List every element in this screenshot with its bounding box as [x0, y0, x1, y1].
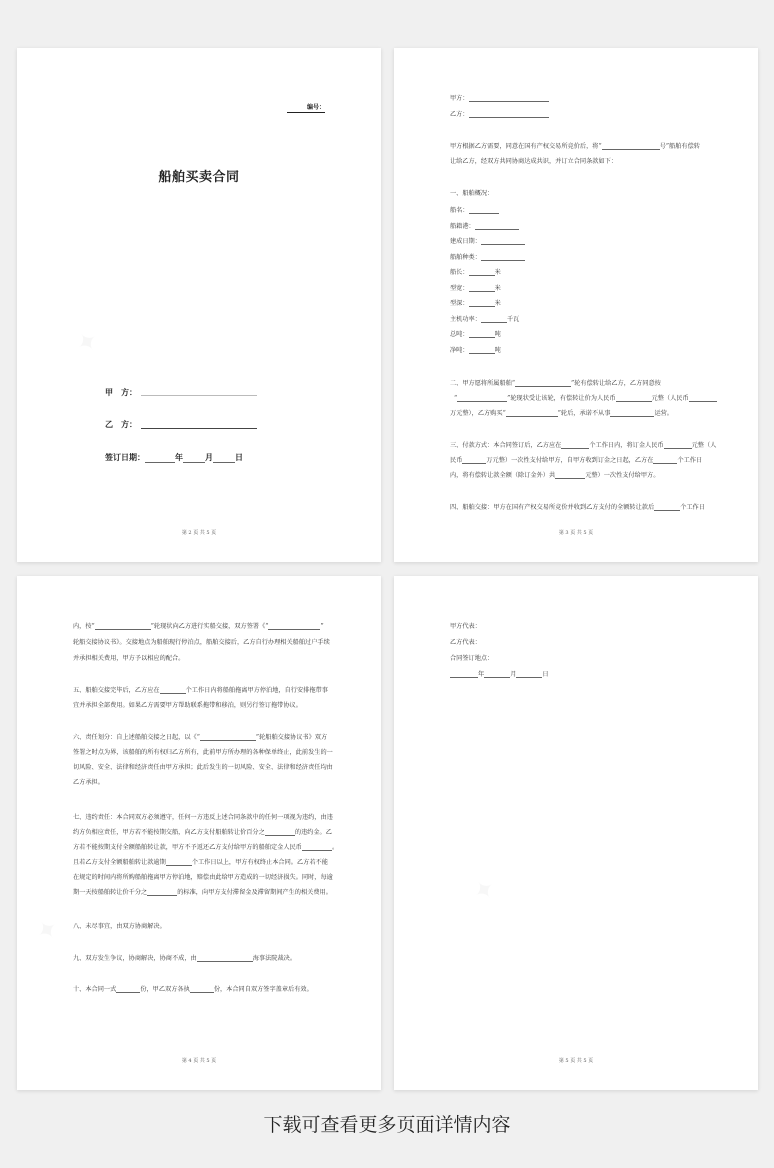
section-5-line-2: 宜并承担全部费用。如果乙方需要甲方帮助联系拖带和移泊，则另行签订拖带协议。: [73, 702, 302, 709]
section-3-line-2: [450, 455, 702, 464]
section-text: 六、责任划分：自上述船舶交接之日起，以《“: [73, 734, 200, 741]
section-text: 期一天按船舶转让价千分之: [73, 889, 148, 896]
vessel-field-blank: [469, 270, 495, 276]
section-text: 的标准，向甲方支付滞留金及滞留期间产生的相关费用。: [177, 889, 332, 896]
vessel-field-unit: 米: [494, 269, 501, 276]
party-b-rep: 乙方代表：: [450, 639, 481, 646]
year-label: 年: [478, 671, 485, 678]
party-a-rep: 甲方代表：: [450, 623, 481, 630]
section-text: ”轮现状受让该轮，有偿转让价为人民币: [507, 395, 616, 402]
section-6-line-1: [73, 732, 327, 741]
party-b-row: [450, 109, 549, 118]
section-text: 元整（人: [691, 442, 717, 449]
intro-line-1: [450, 141, 700, 150]
section-3-line-1: [450, 440, 716, 449]
section-text: 元整（人民币: [651, 395, 689, 402]
vessel-field-label: 船舶种类：: [450, 253, 481, 261]
price-blank: [689, 396, 717, 402]
section-text: 约方负相应责任，甲方若不能按期交船，向乙方支付船舶转让价百分之: [73, 829, 265, 836]
section-text: ”轮船舶交接协议书》双方: [255, 734, 328, 741]
section-text: 万元整），乙方购买“: [450, 410, 506, 417]
section-text: 二、甲方愿将所属船舶“: [450, 380, 516, 387]
watermark: [467, 872, 502, 909]
section-text: 个工作日: [677, 457, 703, 464]
vessel-field-blank: [469, 348, 495, 354]
vessel-field-label: 总吨：: [450, 331, 469, 338]
contract-number-label: 编号：: [306, 104, 325, 111]
vessel-field-label: 型深：: [450, 300, 469, 307]
section-text: 海事法院裁决。: [252, 955, 297, 962]
section-2-line-3: [450, 408, 673, 417]
contract-number-blank: [287, 112, 325, 113]
vessel-field-row: [450, 221, 519, 230]
operation-blank: [610, 411, 654, 417]
amount-blank: [555, 473, 585, 479]
year-label: 年: [175, 452, 183, 462]
vessel-name-blank: [95, 624, 151, 630]
vessel-field-label: 型宽：: [450, 284, 469, 292]
days-blank: [561, 443, 589, 449]
vessel-field-label: 主机功率：: [450, 315, 481, 323]
section-7-line-5: 在规定的时间内将所购船舶拖离甲方停泊地，赔偿由此给甲方造成的一切经济损失。同时，每逾: [73, 874, 333, 881]
party-a-label: 甲 方：: [105, 387, 137, 397]
month-label: 月: [510, 671, 517, 678]
vessel-name-blank: [515, 381, 571, 387]
section-text: 民币: [450, 457, 463, 464]
party-b-blank: [141, 428, 257, 429]
vessel-field-blank: [469, 332, 495, 338]
deposit-blank: [462, 458, 486, 464]
vessel-field-blank: [481, 255, 525, 261]
party-b-label: 乙 方：: [105, 419, 137, 429]
party-a-label: 甲方：: [450, 95, 469, 102]
vessel-field-label: 净吨：: [450, 346, 469, 354]
para-1-line-1: [73, 621, 324, 630]
section-7-line-3: [73, 842, 338, 851]
section-4-line-1: [450, 502, 705, 511]
vessel-name-blank: [457, 396, 507, 402]
price-blank: [616, 396, 652, 402]
section-text: 份，本合同自双方签字盖章后有效。: [213, 986, 313, 993]
para-1-line-3: 并承担相关费用，甲方予以相应的配合。: [73, 655, 185, 662]
section-text: 运营。: [654, 410, 673, 417]
section-text: 个工作日以上，甲方有权终止本合同。乙方若不能: [191, 859, 328, 866]
vessel-field-blank: [481, 239, 525, 245]
sign-date-label: 签订日期：: [105, 452, 145, 462]
vessel-field-blank: [475, 224, 519, 230]
month-label: 月: [205, 452, 213, 462]
intro-text: 甲方根据乙方需要，同意在国有产权交易所竞价后，将“: [450, 143, 602, 150]
contract-page-3: [17, 576, 381, 1090]
day-label: 日: [542, 671, 549, 678]
section-text: 九、双方发生争议，协商解决，协商不成，由: [73, 955, 197, 962]
section-text: 内，将有偿转让款全额（除订金外）共: [450, 472, 556, 479]
vessel-field-unit: 吨: [494, 331, 501, 338]
copies-blank: [116, 987, 140, 993]
intro-text: 号”船舶有偿转: [659, 143, 700, 150]
section-text: 四、船舶交接：甲方在国有产权交易所竞价并收到乙方支付的全额转让款后: [450, 504, 655, 511]
section-text: 且若乙方支付全额船舶转让款逾期: [73, 859, 166, 866]
days-blank: [654, 505, 680, 511]
vessel-field-label: 建成日期：: [450, 238, 481, 245]
vessel-field-row: [450, 252, 525, 261]
contract-title: 船舶买卖合同: [158, 170, 240, 185]
para-1-line-2: 轮船交接协议书》。交接地点为船舶现行停泊点，船舶交接后，乙方自行办理相关船舶过户手续: [73, 639, 330, 646]
section-text: 方若不能按期支付全额船舶转让款，甲方不予返还乙方支付给甲方的船舶定金人民币: [73, 844, 302, 851]
section-text: 五、船舶交接完毕后，乙方应在: [73, 687, 160, 694]
vessel-field-label: 船名：: [450, 207, 469, 214]
deposit-blank: [664, 443, 692, 449]
party-b-blank: [469, 112, 549, 118]
day-blank: [213, 457, 235, 463]
section-text: 个工作日: [680, 504, 705, 511]
intro-line-2: 让给乙方，经双方共同协商达成共识，并订立合同条款如下：: [450, 158, 618, 165]
days-blank: [160, 688, 186, 694]
day-blank: [516, 672, 542, 678]
section-text: ”轮现状向乙方进行实船交接，双方签署《“: [150, 623, 269, 630]
percent-blank: [265, 830, 295, 836]
vessel-field-unit: 吨: [494, 346, 501, 354]
section-2-line-2: [454, 393, 717, 402]
page-footer: 第 5 页 共 5 页: [558, 1058, 594, 1064]
section-7-line-1: 七、违约责任：本合同双方必须遵守，任何一方违反上述合同条款中的任何一项视为违约，由违: [73, 814, 333, 821]
court-blank: [197, 956, 253, 962]
page-footer: 第 2 页 共 5 页: [181, 530, 217, 536]
section-text: 万元整）一次性支付给甲方，自甲方收到订金之日起，乙方在: [486, 457, 654, 464]
section-6-line-3: 切风险、安全、法律和经济责任由甲方承担；此后发生的一切风险、安全、法律和经济责任均由: [73, 764, 333, 771]
vessel-field-blank: [469, 208, 499, 214]
vessel-field-row: [450, 205, 499, 214]
day-label: 日: [235, 452, 243, 462]
days-blank: [166, 860, 192, 866]
section-text: ”轮有偿转让给乙方，乙方同意按: [571, 380, 661, 387]
section-text: 内，按“: [73, 623, 95, 630]
vessel-field-row: [450, 283, 501, 292]
page-footer: 第 3 页 共 5 页: [558, 530, 594, 536]
contract-page-2: [394, 48, 758, 562]
download-caption: 下载可查看更多页面详情内容: [263, 1114, 511, 1136]
vessel-field-row: [450, 345, 501, 354]
section-10: [73, 984, 313, 993]
amount-blank: [302, 845, 332, 851]
section-6-line-2: 签署之时点为界，该船舶的所有权归乙方所有，此前甲方所办理的各种保单终止，此前发生的一: [73, 749, 333, 756]
section-1-title: 一、船舶概况：: [450, 190, 494, 197]
section-7-line-6: [73, 887, 332, 896]
section-text: 十、本合同一式: [73, 986, 117, 993]
days-blank: [653, 458, 677, 464]
section-text: 元整）一次性支付给甲方。: [585, 472, 660, 479]
sign-date-row: [450, 669, 549, 678]
vessel-field-blank: [469, 301, 495, 307]
page-footer: 第 4 页 共 5 页: [181, 1058, 217, 1064]
sign-date-row: [105, 452, 243, 463]
contract-page-4: [394, 576, 758, 1090]
vessel-field-blank: [469, 286, 495, 292]
vessel-field-unit: 米: [494, 284, 501, 292]
section-text: 个工作日内将船舶拖离甲方停泊地，自行安排拖带事: [185, 687, 328, 694]
vessel-name-blank: [506, 411, 558, 417]
party-a-blank: [469, 96, 549, 102]
section-2-line-1: [450, 378, 661, 387]
vessel-field-blank: [481, 317, 507, 323]
vessel-field-row: [450, 236, 525, 245]
section-text: 份，甲乙双方各执: [140, 986, 190, 993]
party-a-blank: [141, 395, 257, 396]
vessel-field-label: 船长：: [450, 269, 469, 276]
vessel-name-blank: [268, 624, 320, 630]
section-8: 八、未尽事宜，由双方协商解决。: [73, 923, 166, 930]
section-text: “: [454, 395, 458, 402]
watermark: [70, 324, 105, 361]
watermark: [30, 912, 65, 949]
month-blank: [484, 672, 510, 678]
contract-page-cover: [17, 48, 381, 562]
vessel-field-row: [450, 314, 519, 323]
section-text: ”: [320, 623, 324, 630]
section-text: 三、付款方式：本合同签订后，乙方应在: [450, 442, 562, 449]
vessel-field-unit: 米: [494, 300, 501, 307]
section-9: [73, 953, 296, 962]
vessel-field-row: [450, 267, 501, 276]
intro-blank: [602, 144, 660, 150]
sign-place: 合同签订地点：: [450, 655, 494, 662]
section-text: 个工作日内，将订金人民币: [589, 442, 664, 449]
vessel-field-label: 船籍港：: [450, 222, 475, 230]
section-text: ”轮后，承诺不从事: [557, 410, 611, 417]
month-blank: [183, 457, 205, 463]
section-6-line-4: 乙方承担。: [73, 779, 104, 786]
vessel-field-row: [450, 329, 501, 338]
year-blank: [450, 672, 478, 678]
vessel-field-row: [450, 298, 501, 307]
party-b-label: 乙方：: [450, 111, 469, 118]
year-blank: [145, 457, 175, 463]
vessel-field-unit: 千瓦: [506, 315, 520, 323]
permille-blank: [147, 890, 177, 896]
copies-blank: [190, 987, 214, 993]
vessel-name-blank: [200, 735, 256, 741]
party-a-row: [450, 93, 549, 102]
section-3-line-3: [450, 470, 659, 479]
section-7-line-2: [73, 827, 332, 836]
section-5-line-1: [73, 685, 328, 694]
section-text: 的违约金。乙: [294, 829, 332, 836]
section-7-line-4: [73, 857, 328, 866]
section-text: 。: [331, 844, 339, 851]
